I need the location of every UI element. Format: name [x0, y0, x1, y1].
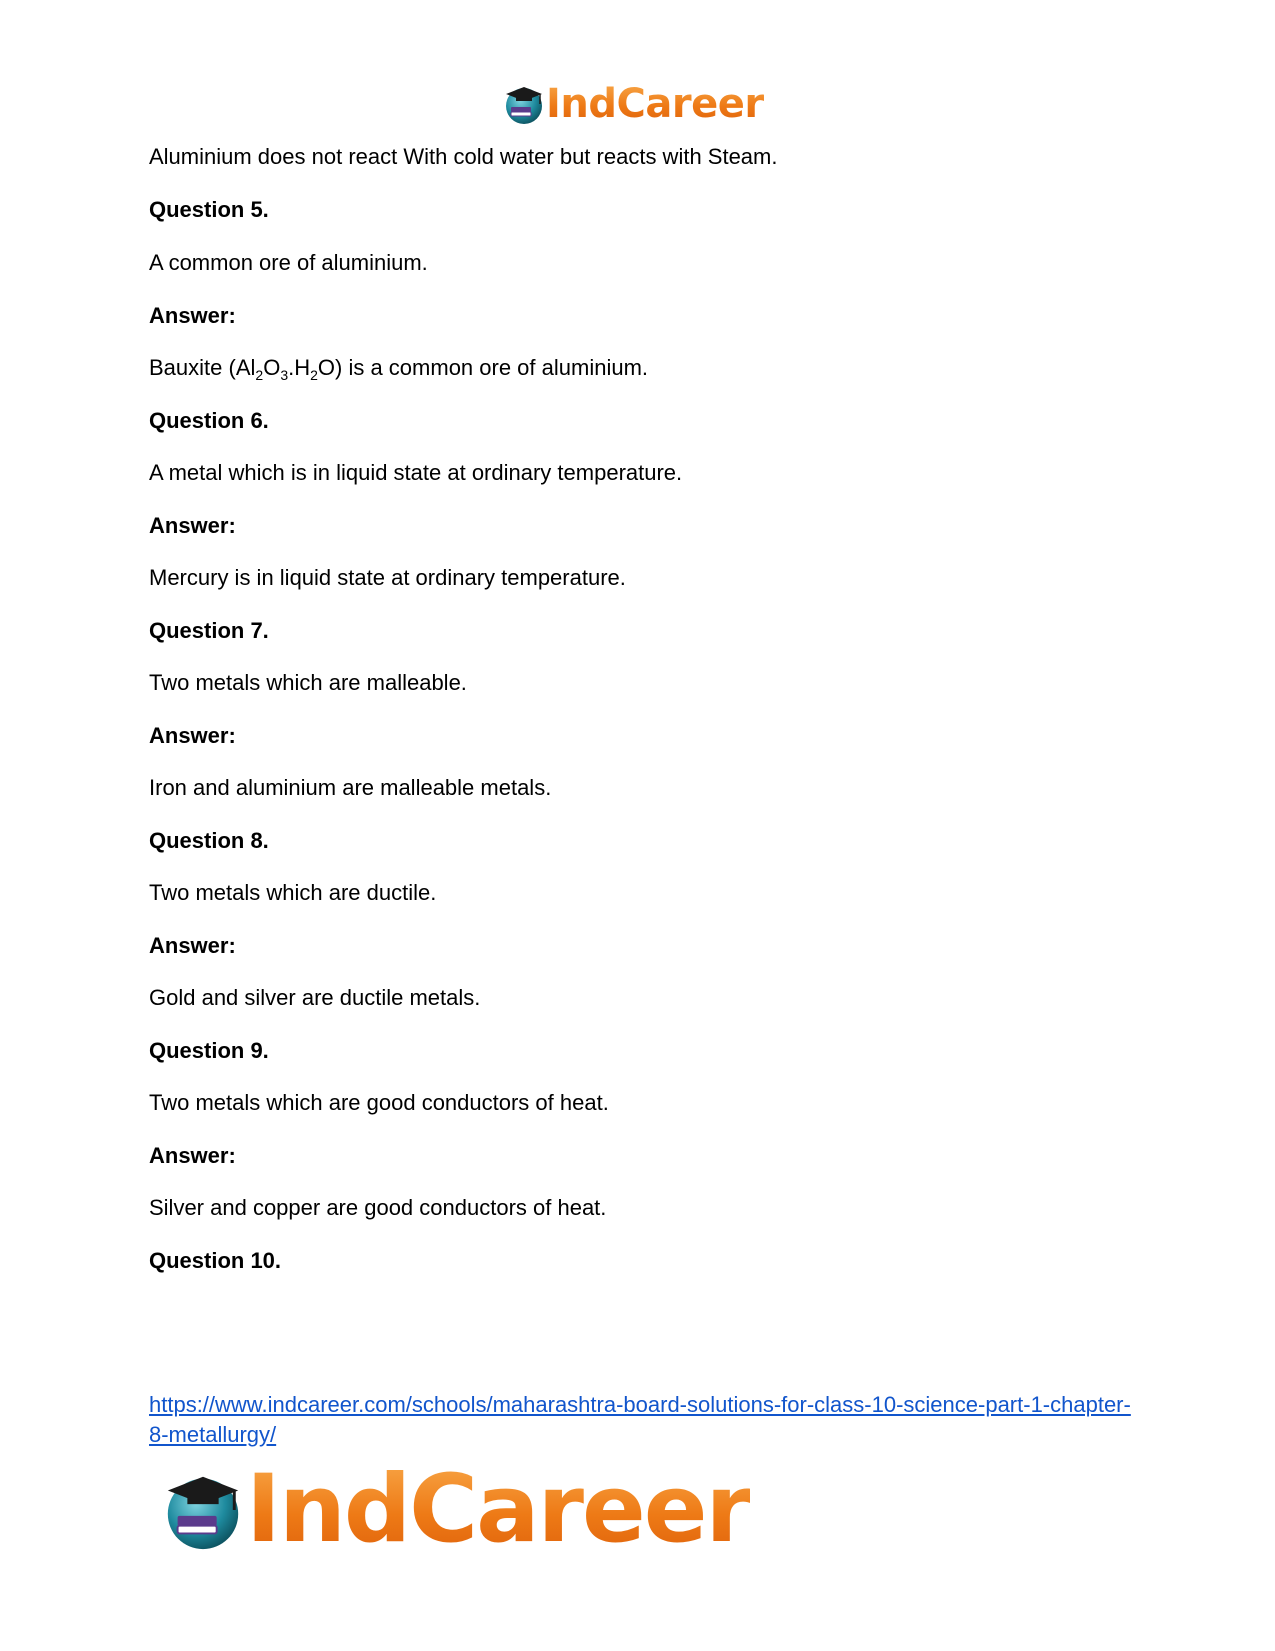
header-logo: [502, 80, 764, 128]
answer-5-label: Answer:: [149, 303, 236, 328]
question-9-text: Two metals which are good conductors of heat.: [149, 1090, 609, 1115]
answer-5-text: Bauxite $(Al_2O_3.H_2O)$ is a common ore of aluminium.: [149, 355, 649, 383]
intro-text: Aluminium does not react With cold water but reacts with Steam.: [149, 144, 778, 169]
question-6-label: Question 6.: [149, 408, 269, 433]
footer-logo-text: IndCareer: [246, 1455, 750, 1564]
question-8-text: Two metals which are ductile.: [149, 880, 437, 905]
answer-7-label: Answer:: [149, 723, 236, 748]
question-5-text: A common ore of aluminium.: [149, 250, 428, 275]
answer-7-text: Iron and aluminium are malleable metals.: [149, 775, 552, 800]
question-9-label: Question 9.: [149, 1038, 269, 1063]
question-10-label: Question 10.: [149, 1248, 282, 1273]
footer-logo: [160, 1455, 750, 1564]
question-8-label: Question 8.: [149, 828, 269, 853]
answer-8-text: Gold and silver are ductile metals.: [149, 985, 481, 1010]
question-6-text: A metal which is in liquid state at ordinary temperature.: [149, 460, 683, 485]
question-7-label: Question 7.: [149, 618, 269, 643]
source-url-link[interactable]: https://www.indcareer.com/schools/maharashtra-board-solutions-for-class-10-science-part-1-chapter-8-metallurgy/: [149, 1392, 1131, 1447]
answer-8-label: Answer:: [149, 933, 236, 958]
header-logo-text: IndCareer: [546, 81, 764, 127]
question-5-label: Question 5.: [149, 197, 269, 222]
answer-6-label: Answer:: [149, 513, 236, 538]
question-7-text: Two metals which are malleable.: [149, 670, 467, 695]
answer-9-text: Silver and copper are good conductors of heat.: [149, 1195, 607, 1220]
answer-9-label: Answer:: [149, 1143, 236, 1168]
graduation-cap-globe-icon: [502, 82, 546, 126]
graduation-cap-globe-books-icon: [160, 1467, 246, 1553]
answer-6-text: Mercury is in liquid state at ordinary temperature.: [149, 565, 626, 590]
